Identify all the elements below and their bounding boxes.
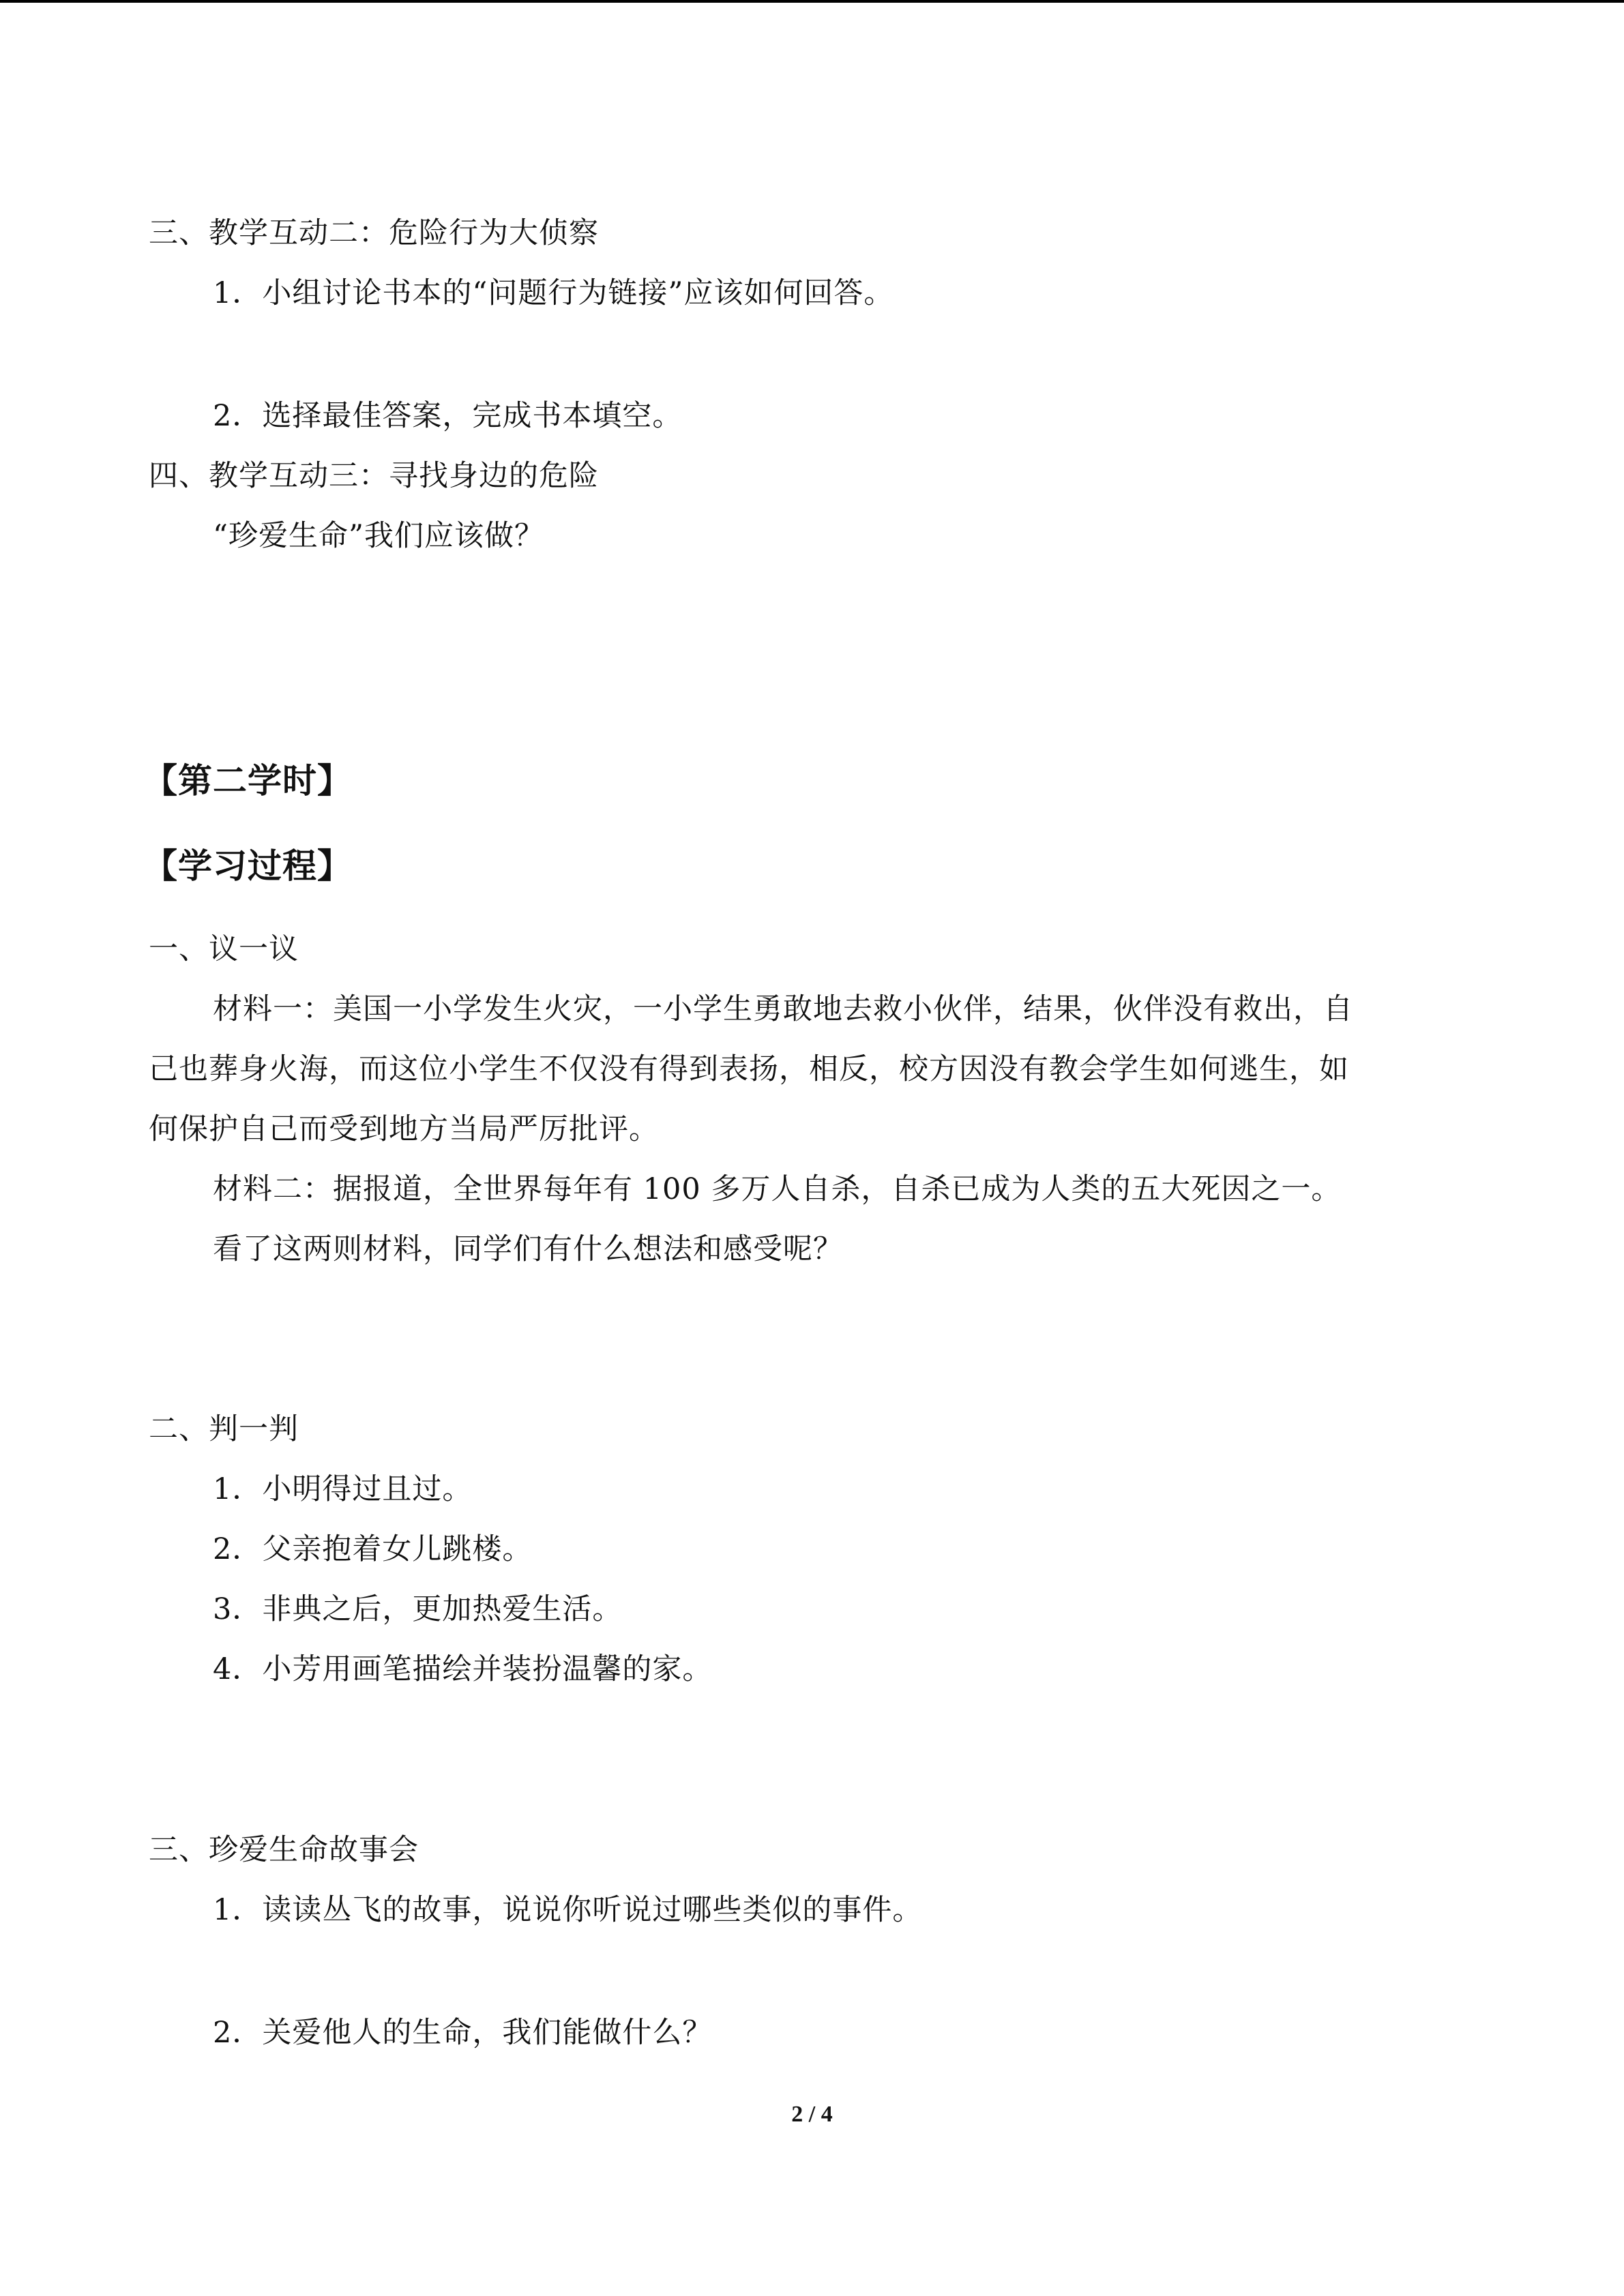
heading-learning-process: 【学习过程】 bbox=[143, 846, 352, 886]
section-3-item-1: 1．小组讨论书本的“问题行为链接”应该如何回答。 bbox=[213, 276, 894, 310]
section-4-title: 四、教学互动三：寻找身边的危险 bbox=[149, 459, 599, 493]
list-item: 4．小芳用画笔描绘并装扮温馨的家。 bbox=[213, 1652, 713, 1686]
part-1-title: 一、议一议 bbox=[149, 932, 299, 966]
section-3-item-2: 2．选择最佳答案，完成书本填空。 bbox=[213, 399, 683, 433]
part-2-title: 二、判一判 bbox=[149, 1412, 299, 1446]
top-border bbox=[0, 0, 1624, 3]
material-2: 材料二：据报道，全世界每年有 100 多万人自杀，自杀已成为人类的五大死因之一。 bbox=[213, 1172, 1342, 1206]
part-1-question: 看了这两则材料，同学们有什么想法和感受呢？ bbox=[213, 1232, 843, 1266]
part-3-item-2: 2．关爱他人的生命，我们能做什么？ bbox=[213, 2016, 713, 2050]
section-3-title: 三、教学互动二：危险行为大侦察 bbox=[149, 216, 599, 250]
page-number: 2 / 4 bbox=[791, 2102, 833, 2127]
material-1-line-2: 己也葬身火海，而这位小学生不仅没有得到表扬，相反，校方因没有教会学生如何逃生，如 bbox=[149, 1052, 1349, 1086]
list-item: 2．父亲抱着女儿跳楼。 bbox=[213, 1532, 533, 1566]
material-1-line-1: 材料一：美国一小学发生火灾，一小学生勇敢地去救小伙伴，结果，伙伴没有救出，自 bbox=[213, 992, 1353, 1026]
list-item: 1．小明得过且过。 bbox=[213, 1472, 473, 1506]
section-4-text: “珍爱生命”我们应该做？ bbox=[213, 519, 544, 553]
list-item: 3．非典之后，更加热爱生活。 bbox=[213, 1592, 623, 1626]
part-3-item-1: 1．读读丛飞的故事，说说你听说过哪些类似的事件。 bbox=[213, 1893, 923, 1927]
part-3-title: 三、珍爱生命故事会 bbox=[149, 1833, 419, 1867]
material-1-line-3: 何保护自己而受到地方当局严厉批评。 bbox=[149, 1112, 659, 1146]
heading-lesson-2: 【第二学时】 bbox=[143, 761, 352, 801]
